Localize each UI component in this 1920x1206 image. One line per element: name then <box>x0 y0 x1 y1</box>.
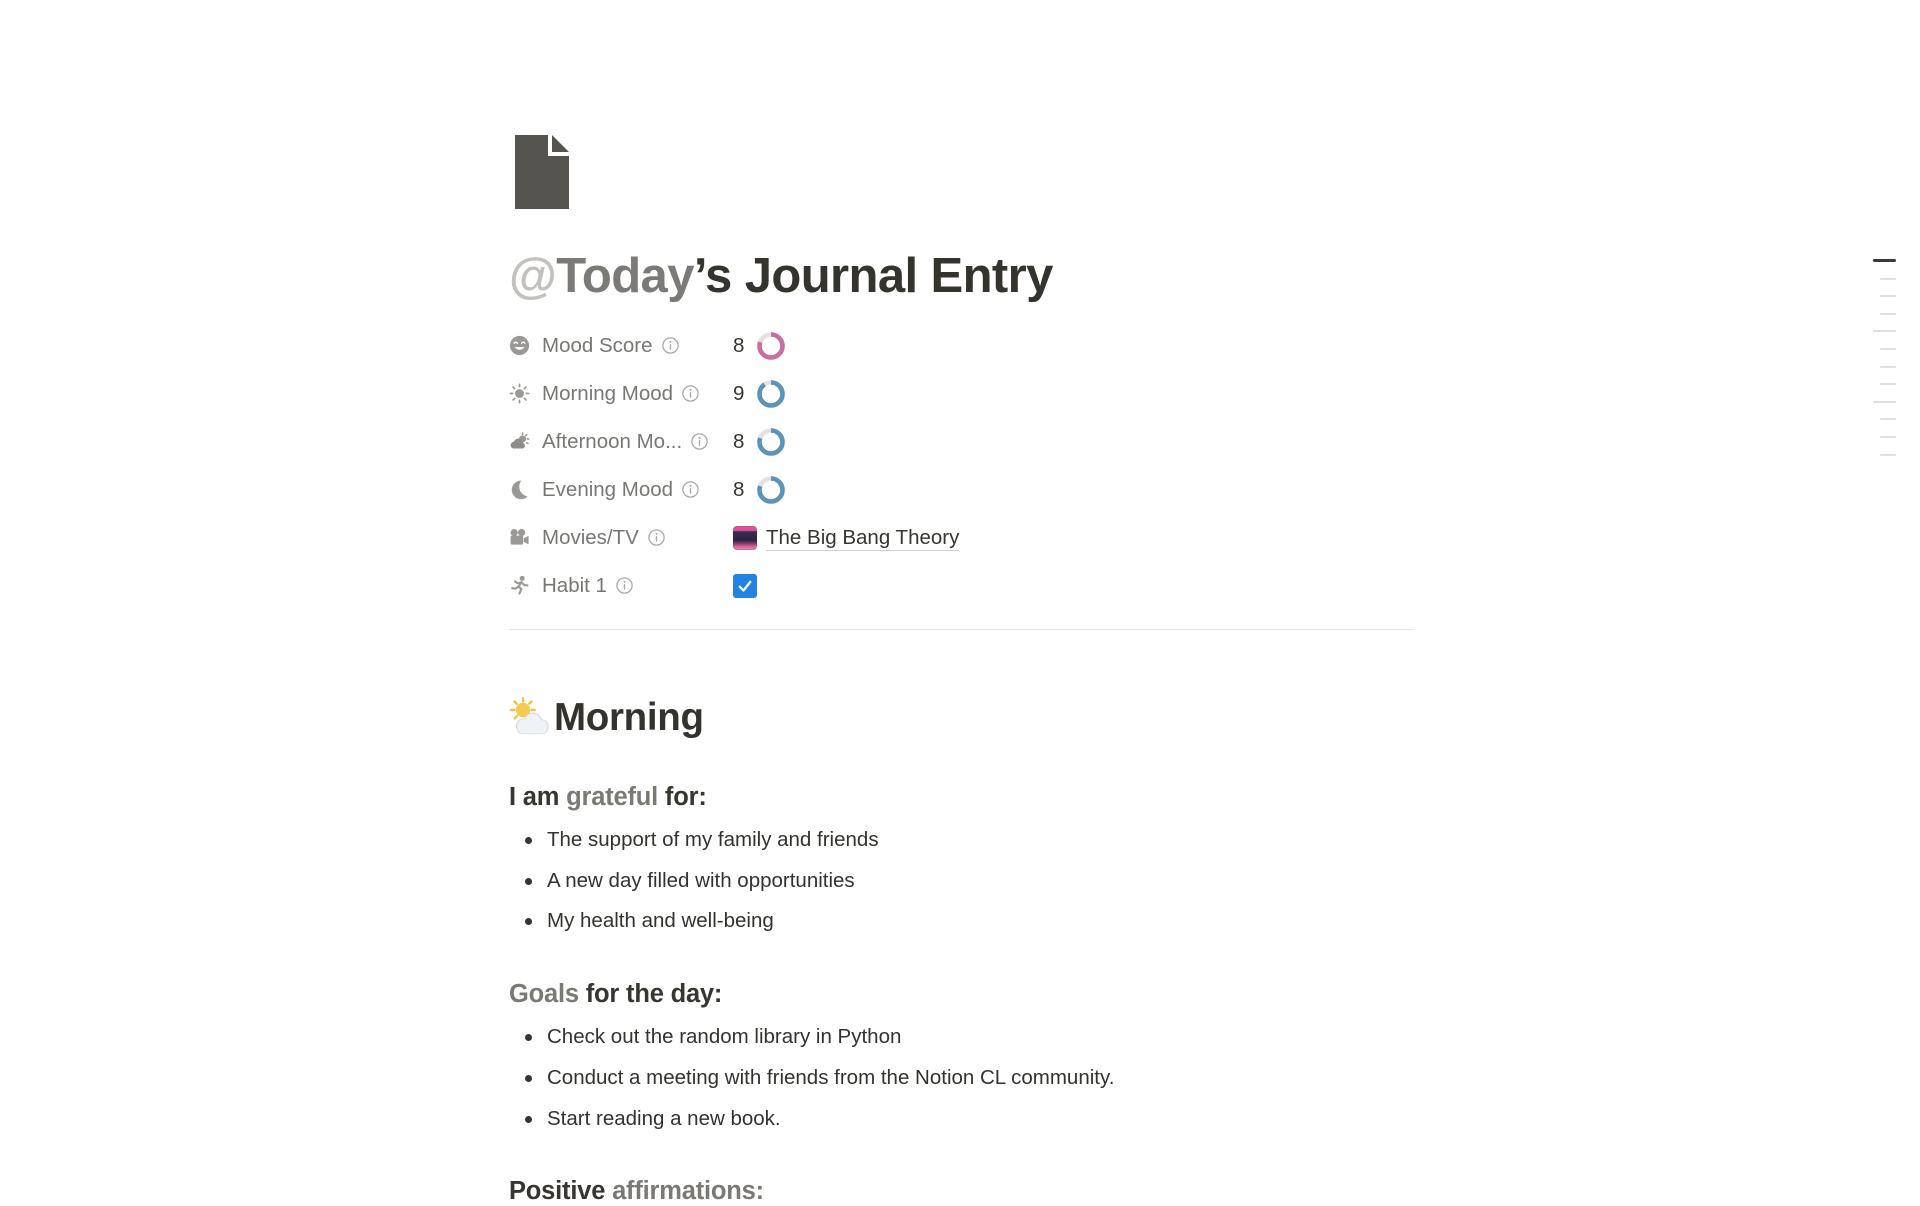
property-label: Morning Mood <box>542 381 674 405</box>
sun-icon <box>509 383 530 404</box>
outline-item[interactable] <box>1880 383 1896 385</box>
media-poster-thumbnail[interactable] <box>733 526 757 550</box>
info-icon[interactable] <box>682 385 699 402</box>
property-row-afternoon-mood <box>509 418 1414 466</box>
property-row-morning-mood <box>509 370 1414 418</box>
gratitude-list <box>509 825 1414 937</box>
info-icon[interactable] <box>691 433 708 450</box>
property-label: Evening Mood <box>542 477 674 501</box>
outline-item[interactable] <box>1873 401 1896 403</box>
outline-item[interactable] <box>1880 348 1896 350</box>
list-item[interactable]: A new day filled with opportunities <box>509 866 1414 897</box>
progress-ring <box>756 331 786 361</box>
property-value[interactable] <box>733 331 786 361</box>
info-icon[interactable] <box>616 577 633 594</box>
property-label: Mood Score <box>542 333 653 357</box>
property-row-movies-tv <box>509 514 1414 562</box>
property-value <box>733 574 757 598</box>
goals-list <box>509 1022 1414 1134</box>
sun-behind-cloud-emoji <box>509 696 552 739</box>
outline-item[interactable] <box>1880 295 1896 297</box>
property-value <box>733 525 959 552</box>
progress-ring <box>756 475 786 505</box>
list-item[interactable]: My health and well-being <box>509 906 1414 937</box>
property-morning-mood[interactable] <box>509 382 733 406</box>
list-item[interactable]: Conduct a meeting with friends from the Notion CL community. <box>509 1063 1414 1094</box>
affirmations-accent: affirmations: <box>612 1177 764 1206</box>
property-list <box>509 322 1414 610</box>
list-item[interactable]: Check out the random library in Python <box>509 1022 1414 1053</box>
sun-cloud-icon <box>509 431 530 452</box>
property-value[interactable] <box>733 427 786 457</box>
outline-item[interactable] <box>1880 278 1896 280</box>
morning-mood-value: 9 <box>733 381 745 405</box>
property-movies-tv[interactable] <box>509 526 733 550</box>
mention-at-symbol: @ <box>509 249 557 303</box>
outline-item[interactable] <box>1880 436 1896 438</box>
outline-item[interactable] <box>1880 313 1896 315</box>
outline-item[interactable] <box>1873 330 1896 332</box>
property-habit-1[interactable] <box>509 574 733 598</box>
property-label: Habit 1 <box>542 573 607 597</box>
goals-tail: for the day: <box>578 980 723 1009</box>
outline-item[interactable] <box>1880 418 1896 420</box>
media-page-link[interactable]: The Big Bang Theory <box>766 525 959 552</box>
page-document-icon[interactable] <box>515 135 569 209</box>
heading-goals[interactable] <box>509 980 1414 1009</box>
heading-morning[interactable] <box>509 696 1414 740</box>
info-icon[interactable] <box>682 481 699 498</box>
property-row-habit-1 <box>509 562 1414 610</box>
mood-score-value: 8 <box>733 333 745 357</box>
list-item[interactable]: The support of my family and friends <box>509 825 1414 856</box>
movie-camera-icon <box>509 527 530 548</box>
heading-affirmations[interactable] <box>509 1177 1414 1206</box>
progress-ring <box>756 427 786 457</box>
date-mention-today[interactable]: Today <box>556 249 694 303</box>
progress-ring <box>756 379 786 409</box>
heading-gratitude[interactable] <box>509 783 1414 812</box>
mood-face-icon <box>509 335 530 356</box>
property-evening-mood[interactable] <box>509 478 733 502</box>
info-icon[interactable] <box>648 529 665 546</box>
checkmark-icon <box>736 577 754 595</box>
affirmations-lead: Positive <box>509 1177 613 1206</box>
gratitude-accent: grateful <box>566 782 659 811</box>
property-row-evening-mood <box>509 466 1414 514</box>
page-content <box>509 135 1414 1206</box>
property-mood-score[interactable] <box>509 334 733 358</box>
info-icon[interactable] <box>662 337 679 354</box>
property-value[interactable] <box>733 379 786 409</box>
list-item[interactable]: Start reading a new book. <box>509 1104 1414 1135</box>
runner-icon <box>509 575 530 596</box>
page-title[interactable] <box>509 248 1414 306</box>
property-label: Afternoon Mo... <box>542 429 683 453</box>
habit-checkbox-checked[interactable] <box>733 574 757 598</box>
property-afternoon-mood[interactable] <box>509 430 733 454</box>
outline-item[interactable] <box>1880 454 1896 456</box>
goals-accent: Goals <box>509 980 579 1009</box>
outline-item[interactable] <box>1880 366 1896 368</box>
evening-mood-value: 8 <box>733 477 745 501</box>
heading-morning-text: Morning <box>554 695 704 739</box>
property-value[interactable] <box>733 475 786 505</box>
moon-icon <box>509 479 530 500</box>
property-row-mood-score <box>509 322 1414 370</box>
divider <box>509 629 1414 630</box>
gratitude-lead: I am <box>509 782 567 811</box>
page-title-text: ’s Journal Entry <box>693 249 1053 303</box>
gratitude-tail: for: <box>658 782 707 811</box>
page-outline-rail[interactable] <box>1873 259 1896 471</box>
property-label: Movies/TV <box>542 525 639 549</box>
afternoon-mood-value: 8 <box>733 429 745 453</box>
outline-item-current[interactable] <box>1873 259 1896 262</box>
